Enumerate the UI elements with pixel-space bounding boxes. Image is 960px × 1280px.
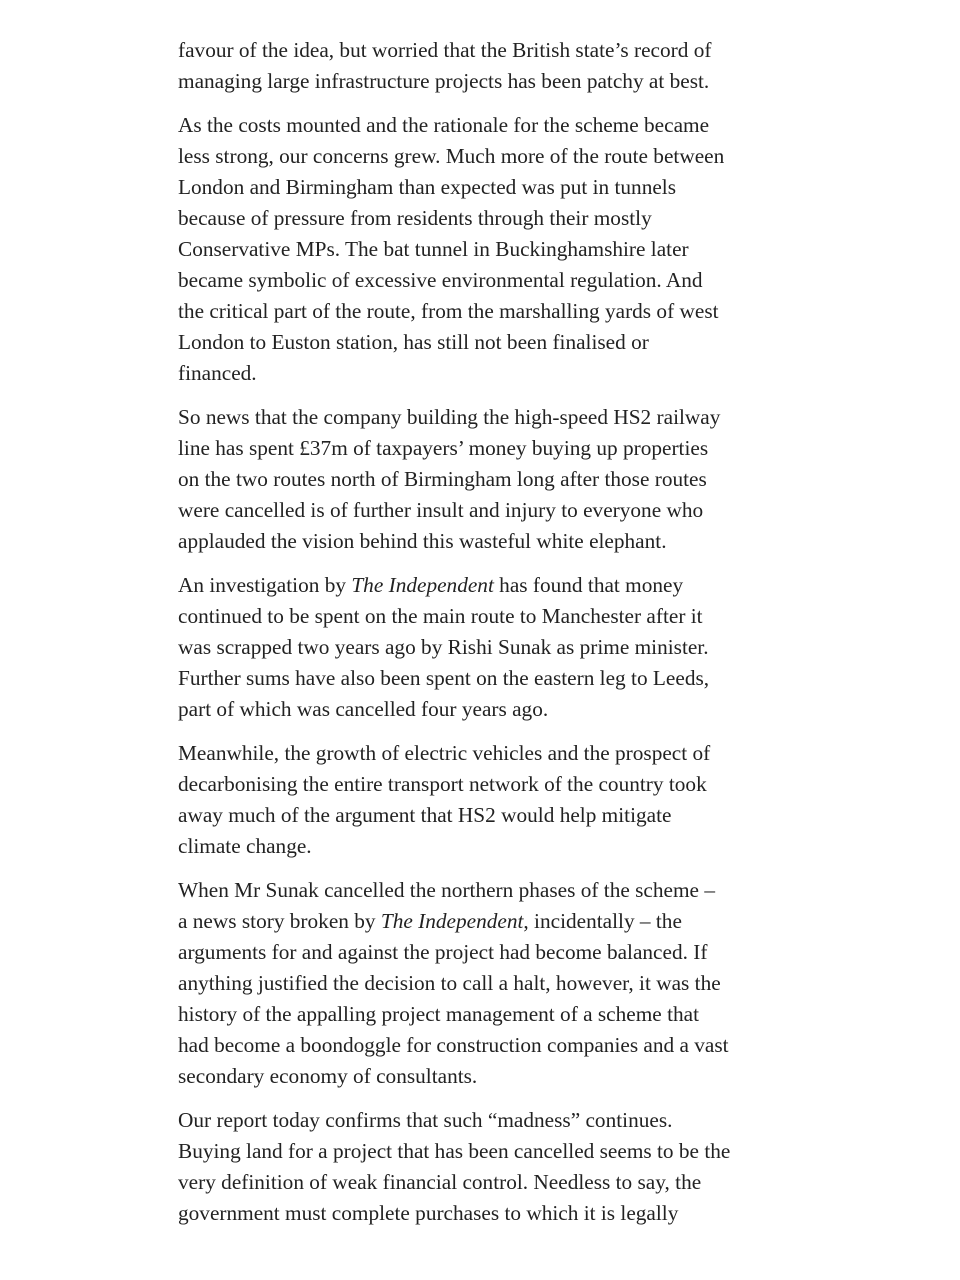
text-segment: very definition of weak financial control. Needless to say, the bbox=[178, 1170, 702, 1194]
text-line bbox=[178, 402, 798, 433]
text-line bbox=[178, 110, 798, 141]
text-segment: was scrapped two years ago by Rishi Sunak as prime minister. bbox=[178, 635, 709, 659]
text-line bbox=[178, 800, 798, 831]
text-segment: government must complete purchases to which it is legally bbox=[178, 1201, 679, 1225]
text-segment: the critical part of the route, from the marshalling yards of west bbox=[178, 299, 719, 323]
text-segment: anything justified the decision to call a halt, however, it was the bbox=[178, 971, 721, 995]
text-line bbox=[178, 296, 798, 327]
text-segment: on the two routes north of Birmingham long after those routes bbox=[178, 467, 707, 491]
text-segment: , incidentally – the bbox=[523, 909, 682, 933]
article-paragraph bbox=[178, 570, 798, 725]
text-segment: less strong, our concerns grew. Much more of the route between bbox=[178, 144, 725, 168]
text-segment: When Mr Sunak cancelled the northern phases of the scheme – bbox=[178, 878, 715, 902]
text-segment: because of pressure from residents through their mostly bbox=[178, 206, 652, 230]
text-line bbox=[178, 999, 798, 1030]
text-line bbox=[178, 234, 798, 265]
text-segment: Buying land for a project that has been cancelled seems to be the bbox=[178, 1139, 731, 1163]
text-line bbox=[178, 601, 798, 632]
text-segment: As the costs mounted and the rationale for the scheme became bbox=[178, 113, 710, 137]
text-line bbox=[178, 632, 798, 663]
text-segment: London and Birmingham than expected was put in tunnels bbox=[178, 175, 677, 199]
text-segment: away much of the argument that HS2 would help mitigate bbox=[178, 803, 672, 827]
text-line bbox=[178, 906, 798, 937]
text-segment: a news story broken by bbox=[178, 909, 381, 933]
text-line bbox=[178, 203, 798, 234]
text-line bbox=[178, 172, 798, 203]
text-segment: London to Euston station, has still not been finalised or bbox=[178, 330, 649, 354]
text-line bbox=[178, 1030, 798, 1061]
text-line bbox=[178, 526, 798, 557]
text-segment: line has spent £37m of taxpayers’ money buying up properties bbox=[178, 436, 709, 460]
text-segment: decarbonising the entire transport network of the country took bbox=[178, 772, 707, 796]
text-segment: secondary economy of consultants. bbox=[178, 1064, 478, 1088]
text-line bbox=[178, 1198, 798, 1229]
text-line bbox=[178, 433, 798, 464]
text-line bbox=[178, 1105, 798, 1136]
article-paragraph bbox=[178, 875, 798, 1092]
publication-name: The Independent bbox=[380, 909, 524, 933]
text-line bbox=[178, 358, 798, 389]
text-line bbox=[178, 738, 798, 769]
text-segment: managing large infrastructure projects has been patchy at best. bbox=[178, 69, 710, 93]
article-body bbox=[178, 35, 798, 1242]
text-segment: applauded the vision behind this wasteful white elephant. bbox=[178, 529, 667, 553]
text-segment: favour of the idea, but worried that the British state’s record of bbox=[178, 38, 712, 62]
text-segment: continued to be spent on the main route to Manchester after it bbox=[178, 604, 703, 628]
article-paragraph bbox=[178, 738, 798, 862]
text-segment: arguments for and against the project had become balanced. If bbox=[178, 940, 708, 964]
text-segment: has found that money bbox=[493, 573, 684, 597]
text-segment: An investigation by bbox=[178, 573, 352, 597]
text-line bbox=[178, 570, 798, 601]
text-segment: climate change. bbox=[178, 834, 312, 858]
text-line bbox=[178, 663, 798, 694]
text-segment: part of which was cancelled four years ago. bbox=[178, 697, 549, 721]
text-line bbox=[178, 1136, 798, 1167]
text-segment: Our report today confirms that such “madness” continues. bbox=[178, 1108, 673, 1132]
text-segment: So news that the company building the high-speed HS2 railway bbox=[178, 405, 721, 429]
text-segment: Meanwhile, the growth of electric vehicles and the prospect of bbox=[178, 741, 711, 765]
text-line bbox=[178, 875, 798, 906]
text-segment: financed. bbox=[178, 361, 257, 385]
text-line bbox=[178, 769, 798, 800]
text-line bbox=[178, 141, 798, 172]
text-line bbox=[178, 464, 798, 495]
article-paragraph bbox=[178, 35, 798, 97]
publication-name: The Independent bbox=[351, 573, 494, 597]
text-segment: were cancelled is of further insult and injury to everyone who bbox=[178, 498, 704, 522]
text-segment: became symbolic of excessive environmental regulation. And bbox=[178, 268, 703, 292]
text-segment: Conservative MPs. The bat tunnel in Buckinghamshire later bbox=[178, 237, 689, 261]
text-line bbox=[178, 831, 798, 862]
text-line bbox=[178, 35, 798, 66]
text-line bbox=[178, 495, 798, 526]
text-line bbox=[178, 1167, 798, 1198]
text-line bbox=[178, 265, 798, 296]
article-paragraph bbox=[178, 110, 798, 389]
article-paragraph bbox=[178, 402, 798, 557]
text-line bbox=[178, 327, 798, 358]
text-line bbox=[178, 694, 798, 725]
article-paragraph bbox=[178, 1105, 798, 1229]
text-line bbox=[178, 66, 798, 97]
text-line bbox=[178, 968, 798, 999]
text-segment: had become a boondoggle for construction companies and a vast bbox=[178, 1033, 729, 1057]
text-segment: history of the appalling project management of a scheme that bbox=[178, 1002, 700, 1026]
text-segment: Further sums have also been spent on the eastern leg to Leeds, bbox=[178, 666, 710, 690]
text-line bbox=[178, 937, 798, 968]
text-line bbox=[178, 1061, 798, 1092]
